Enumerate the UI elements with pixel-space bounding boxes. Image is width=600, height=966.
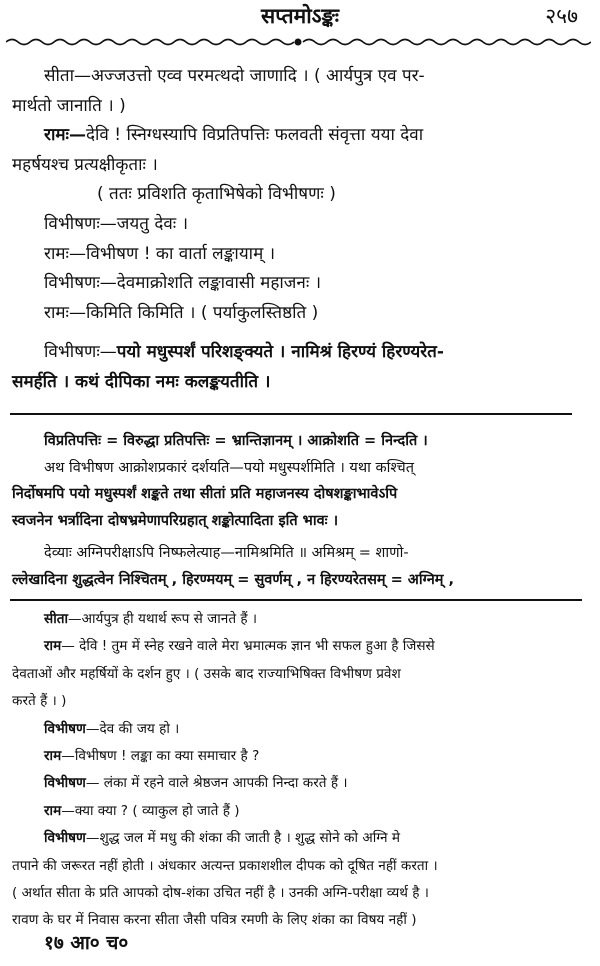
ornamental-divider [6,36,591,48]
translation-line: करते हैं । ) [12,693,67,710]
speaker: रामः— [44,243,86,264]
speaker: रामः— [44,125,86,146]
speaker: विभीषणः— [44,342,117,363]
translation-line: राम—क्या क्या ? ( व्याकुल हो जाते हैं ) [44,802,240,819]
stage-direction: ( ततः प्रविशति कृताभिषेको विभीषणः ) [97,184,336,205]
speaker: राम [44,638,62,655]
signature-mark: १७ आ० च० [44,932,129,954]
verse-line: महर्षयश्च प्रत्यक्षीकृताः । [12,154,158,175]
translation-line: सीता—आर्यपुत्र ही यथार्थ रूप से जानते हैं । [44,611,258,627]
speaker: सीता— [44,66,91,86]
verse-line: विभीषणः—देवमाक्रोशति लङ्कावासी महाजनः । [44,273,322,294]
verse-line: विभीषणः—जयतु देवः । [44,213,189,234]
commentary-line: देव्याः अग्निपरीक्षाऽपि निष्फलेत्याह—नामिश्रमिति ॥ अमिश्रम् = शाणो- [44,545,409,561]
translation-line: विभीषण— लंका में रहने वाले श्रेष्ठजन आपकी निन्दा करते हैं । [44,775,348,792]
speaker: विभीषण [44,830,86,847]
translation-line: रावण के घर में निवास करना सीता जैसी पवित्र रमणी के लिए शंका का विषय नहीं ) [12,912,417,929]
translation-line: ( अर्थात सीता के प्रति आपको दोष-शंका उचित नहीं है । उनकी अग्नि-परीक्षा व्यर्थ है । [12,885,429,902]
translation-line: विभीषण—शुद्ध जल में मधु की शंका की जाती है । शुद्ध सोने को अग्नि मे [44,830,401,847]
speaker: राम [44,802,62,819]
translation-line: विभीषण—देव की जय हो । [44,720,180,737]
verse-block [0,62,600,398]
verse-line: रामः—देवि ! स्निग्धस्यापि विप्रतिपत्तिः फलवती संवृत्ता यया देवा [44,125,424,146]
speaker: राम [44,748,62,765]
speaker: विभीषणः— [44,213,117,234]
commentary-line: स्वजनेन भर्त्रादिना दोषभ्रमेणापरिग्रहात् शङ्कोत्पादिता इति भावः । [12,512,339,529]
commentary-line: अथ विभीषण आक्रोशप्रकारं दर्शयति—पयो मधुस्पर्शमिति । यथा कश्चित् [44,459,414,476]
verse-line: विभीषणः—पयो मधुस्पर्शं परिशङ्क्यते । नामिश्रं हिरण्यं हिरण्यरेत- [44,342,444,363]
verse-line: रामः—किमिति किमिति । ( पर्याकुलस्तिष्ठति ) [44,302,319,323]
speaker: सीता [44,611,68,627]
verse-line: रामः—विभीषण ! का वार्ता लङ्कायाम् । [44,243,276,264]
speaker: विभीषणः— [44,273,117,294]
translation-line: देवताओं और महर्षियों के दर्शन हुए । ( उसके बाद राज्याभिषिक्त विभीषण प्रवेश [12,665,401,682]
section-rule [10,599,582,601]
translation-line: राम— देवि ! तुम में स्नेह रखने वाले मेरा भ्रमात्मक ज्ञान भी सफल हुआ है जिससे [44,638,435,655]
translation-line: राम—विभीषण ! लङ्का का क्या समाचार है ? [44,748,260,765]
verse-line: सीता—अज्जउत्तो एव्व परमत्थदो जाणादि । ( आर्यपुत्र एव पर- [44,66,425,86]
verse-line: समर्हति । कथं दीपिका नमः कलङ्कयतीति । [12,371,271,392]
commentary-block [0,428,600,593]
speaker: विभीषण [44,775,86,792]
translation-block [0,606,600,935]
commentary-line: विप्रतिपत्तिः = विरुद्धा प्रतिपत्तिः = भ्रान्तिज्ञानम् । आक्रोशति = निन्दति । [44,433,428,449]
speaker: रामः— [44,302,86,323]
verse-line: मार्थतो जानाति । ) [12,95,126,116]
commentary-line: ल्लेखादिना शुद्धत्वेन निश्चितम् , हिरण्मयम् = सुवर्णम् , न हिरण्यरेतसम् = अग्निम् , [12,571,454,588]
page-number: २५७ [545,4,578,28]
translation-line: तपाने की जरूरत नहीं होती । अंधकार अत्यन्त प्रकाशशील दीपक को दूषित नहीं करता । [12,857,438,874]
speaker: विभीषण [44,720,86,737]
running-title: सप्तमोऽङ्कः [261,4,339,28]
commentary-line: निर्दोषमपि पयो मधुस्पर्शं शङ्कते तथा सीतां प्रति महाजनस्य दोषशङ्काभावेऽपि [12,486,398,502]
section-rule [10,413,572,415]
page-header [0,2,600,32]
